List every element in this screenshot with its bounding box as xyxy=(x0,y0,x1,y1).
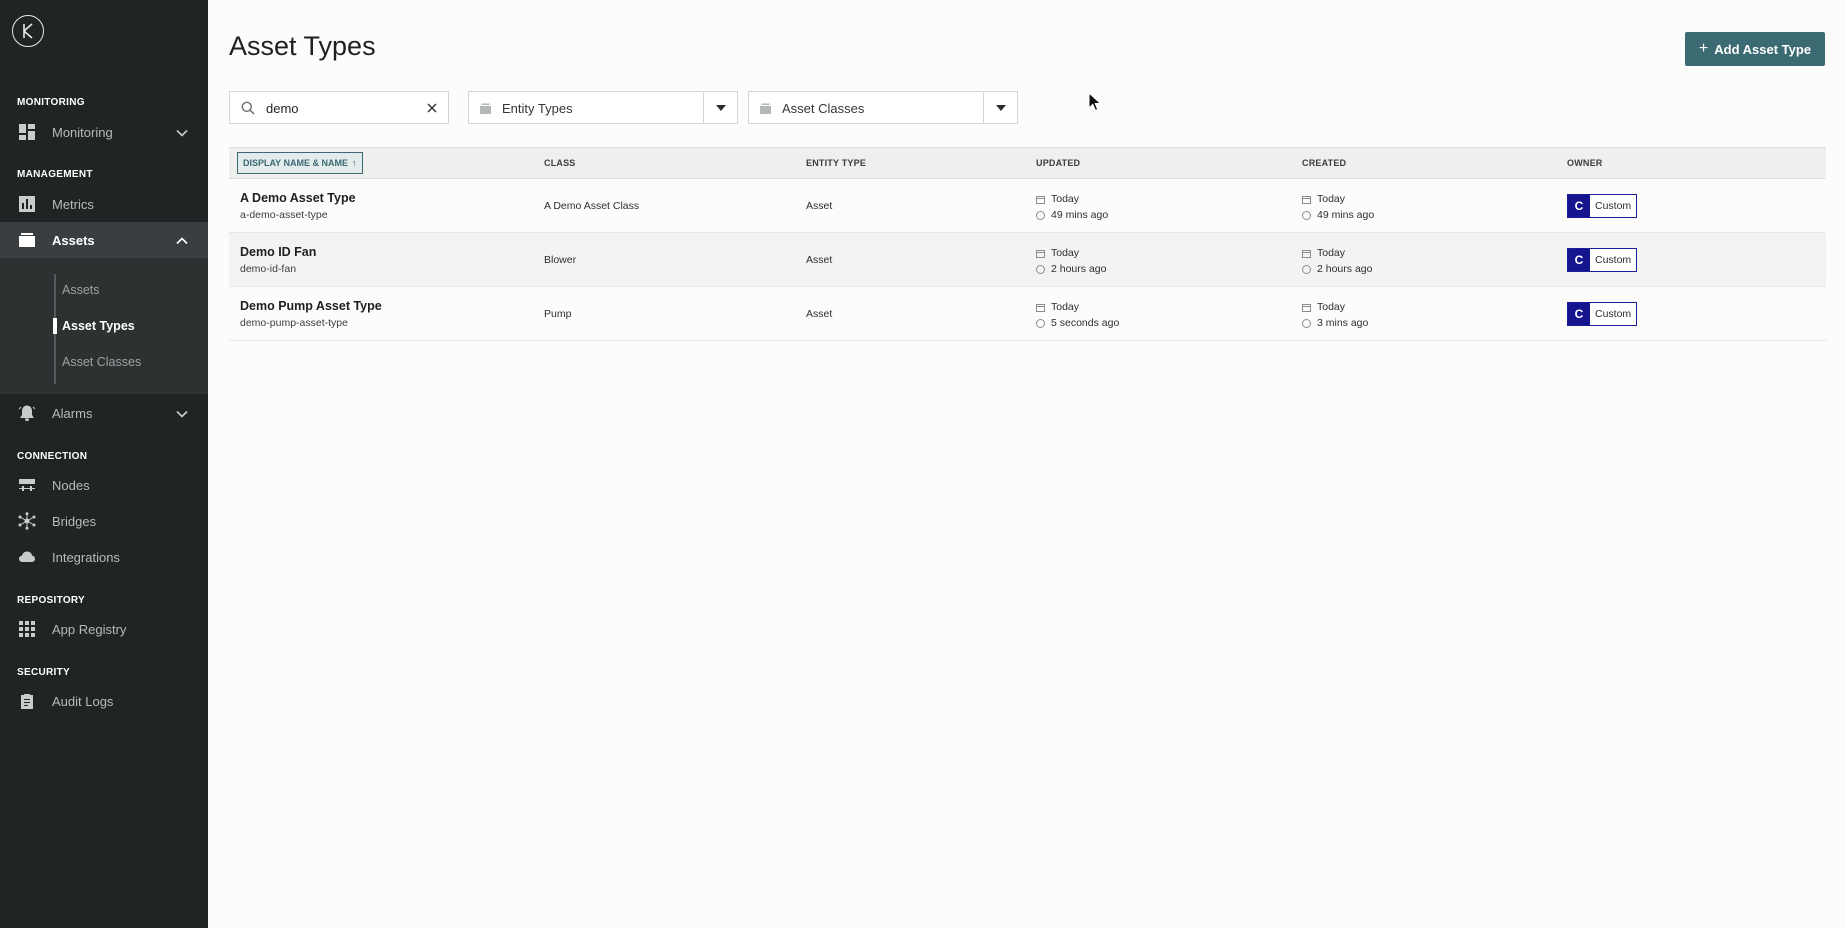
clock-icon xyxy=(1036,319,1045,328)
updated-cell xyxy=(1036,245,1106,277)
add-asset-type-button[interactable] xyxy=(1685,32,1825,66)
sidebar-item-label: Monitoring xyxy=(52,124,113,140)
updated-cell xyxy=(1036,299,1119,331)
add-asset-type-label: Add Asset Type xyxy=(1714,41,1812,57)
asset-type-name: demo-id-fan xyxy=(240,263,297,275)
class-cell: Pump xyxy=(544,308,572,320)
entity-type-cell: Asset xyxy=(806,254,833,266)
sidebar-item-label: Nodes xyxy=(52,477,90,493)
clock-icon xyxy=(1302,265,1311,274)
mouse-cursor-icon xyxy=(1088,92,1102,112)
subnav-active-indicator xyxy=(53,318,57,334)
section-label-management: MANAGEMENT xyxy=(17,169,93,180)
page-title: Asset Types xyxy=(229,31,376,61)
clipboard-icon xyxy=(18,692,36,710)
display-name[interactable]: A Demo Asset Type xyxy=(240,191,356,205)
dashboard-icon xyxy=(18,123,36,141)
asset-types-table xyxy=(229,147,1826,341)
updated-ago: 2 hours ago xyxy=(1051,263,1107,275)
dropdown-caret-icon[interactable] xyxy=(983,92,1017,123)
alarm-bell-icon xyxy=(18,404,36,422)
created-day: Today xyxy=(1317,247,1346,259)
clock-icon xyxy=(1302,319,1311,328)
column-header-created[interactable]: CREATED xyxy=(1302,158,1347,168)
owner-badge xyxy=(1567,194,1637,218)
calendar-icon xyxy=(1302,303,1311,312)
table-header xyxy=(229,147,1826,179)
clock-icon xyxy=(1036,265,1045,274)
sidebar-item-bridges[interactable] xyxy=(0,503,208,539)
subnav-item-asset-types[interactable]: Asset Types xyxy=(62,319,135,333)
owner-initial: C xyxy=(1568,195,1590,217)
display-name[interactable]: Demo Pump Asset Type xyxy=(240,299,382,313)
table-row[interactable] xyxy=(229,179,1826,233)
table-row[interactable] xyxy=(229,287,1826,341)
subnav-item-asset-classes[interactable]: Asset Classes xyxy=(62,355,142,369)
sidebar-item-label: Metrics xyxy=(52,196,94,212)
sidebar-item-assets[interactable] xyxy=(0,222,208,258)
sidebar xyxy=(0,0,208,928)
created-ago: 3 mins ago xyxy=(1317,317,1369,329)
updated-ago: 49 mins ago xyxy=(1051,209,1109,221)
chevron-down-icon xyxy=(176,126,188,138)
created-cell xyxy=(1302,299,1368,331)
calendar-icon xyxy=(1036,303,1045,312)
clock-icon xyxy=(1302,211,1311,220)
created-cell xyxy=(1302,191,1374,223)
sidebar-item-label: Assets xyxy=(52,232,95,248)
name-cell xyxy=(240,245,316,275)
cloud-icon xyxy=(18,548,36,566)
owner-label: Custom xyxy=(1595,308,1632,320)
sidebar-item-label: Audit Logs xyxy=(52,693,114,709)
updated-day: Today xyxy=(1051,247,1080,259)
asset-type-name: demo-pump-asset-type xyxy=(240,317,348,329)
calendar-icon xyxy=(1036,249,1045,258)
owner-label: Custom xyxy=(1595,254,1632,266)
created-ago: 49 mins ago xyxy=(1317,209,1375,221)
asset-type-name: a-demo-asset-type xyxy=(240,209,328,221)
asset-classes-select[interactable] xyxy=(748,91,1018,124)
sidebar-item-label: Integrations xyxy=(52,549,120,565)
bar-chart-icon xyxy=(18,195,36,213)
sidebar-item-audit-logs[interactable] xyxy=(0,683,208,719)
updated-cell xyxy=(1036,191,1108,223)
display-name[interactable]: Demo ID Fan xyxy=(240,245,317,259)
column-header-owner[interactable]: OWNER xyxy=(1567,158,1603,168)
column-header-name: DISPLAY NAME & NAME xyxy=(243,158,349,168)
sidebar-item-label: Bridges xyxy=(52,513,97,529)
sort-by-name-button[interactable] xyxy=(237,152,363,174)
entity-type-cell: Asset xyxy=(806,200,833,212)
name-cell xyxy=(240,191,356,221)
calendar-icon xyxy=(1302,249,1311,258)
owner-badge xyxy=(1567,248,1637,272)
column-header-class[interactable]: CLASS xyxy=(544,158,576,168)
logo-icon[interactable] xyxy=(12,15,44,47)
search-box xyxy=(229,91,449,124)
column-header-entity-type[interactable]: ENTITY TYPE xyxy=(806,158,867,168)
building-icon xyxy=(759,102,772,115)
updated-day: Today xyxy=(1051,193,1080,205)
clear-search-icon[interactable] xyxy=(425,101,439,115)
created-ago: 2 hours ago xyxy=(1317,263,1373,275)
created-day: Today xyxy=(1317,193,1346,205)
sidebar-item-alarms[interactable] xyxy=(0,395,208,431)
chevron-down-icon xyxy=(176,407,188,419)
network-hub-icon xyxy=(18,512,36,530)
sidebar-item-integrations[interactable] xyxy=(0,539,208,575)
clock-icon xyxy=(1036,211,1045,220)
calendar-icon xyxy=(1036,195,1045,204)
chevron-up-icon xyxy=(176,234,188,246)
owner-label: Custom xyxy=(1595,200,1632,212)
search-icon xyxy=(241,101,255,115)
sidebar-item-label: Alarms xyxy=(52,405,93,421)
subnav-item-assets[interactable]: Assets xyxy=(62,283,100,297)
assets-subnav xyxy=(0,258,208,394)
sidebar-item-app-registry[interactable] xyxy=(0,611,208,647)
class-cell: Blower xyxy=(544,254,577,266)
grid-icon xyxy=(18,620,36,638)
section-label-security: SECURITY xyxy=(17,667,70,678)
section-label-monitoring: MONITORING xyxy=(17,97,85,108)
owner-initial: C xyxy=(1568,303,1590,325)
building-icon xyxy=(479,102,492,115)
building-icon xyxy=(18,231,36,249)
sidebar-item-metrics[interactable] xyxy=(0,186,208,222)
server-icon xyxy=(18,476,36,494)
updated-day: Today xyxy=(1051,301,1080,313)
asset-classes-label: Asset Classes xyxy=(782,101,865,116)
name-cell xyxy=(240,299,382,329)
owner-initial: C xyxy=(1568,249,1590,271)
plus-icon: + xyxy=(1698,40,1709,57)
sidebar-item-monitoring[interactable] xyxy=(0,114,208,150)
section-label-repository: REPOSITORY xyxy=(17,595,86,606)
updated-ago: 5 seconds ago xyxy=(1051,317,1120,329)
class-cell: A Demo Asset Class xyxy=(544,200,640,212)
dropdown-caret-icon[interactable] xyxy=(703,92,737,123)
column-header-updated[interactable]: UPDATED xyxy=(1036,158,1081,168)
created-cell xyxy=(1302,245,1372,277)
search-input[interactable] xyxy=(266,98,416,118)
sidebar-item-nodes[interactable] xyxy=(0,467,208,503)
entity-types-select[interactable] xyxy=(468,91,738,124)
table-row[interactable] xyxy=(229,233,1826,287)
entity-types-label: Entity Types xyxy=(502,101,573,116)
entity-type-cell: Asset xyxy=(806,308,833,320)
section-label-connection: CONNECTION xyxy=(17,451,88,462)
sidebar-item-label: App Registry xyxy=(52,621,127,637)
calendar-icon xyxy=(1302,195,1311,204)
sort-ascending-icon: ↑ xyxy=(352,158,357,168)
owner-badge xyxy=(1567,302,1637,326)
created-day: Today xyxy=(1317,301,1346,313)
